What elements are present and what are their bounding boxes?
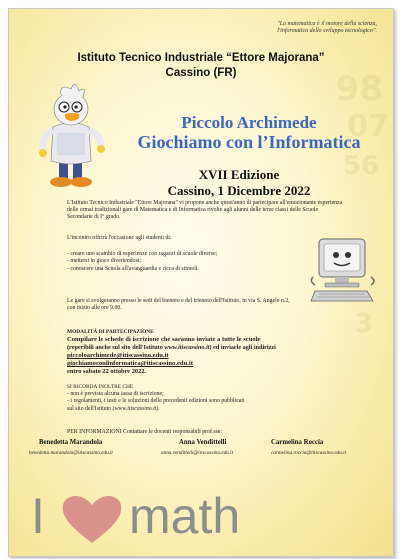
participation-line-2-suffix: ) ed inviarle agli indirizzi — [209, 344, 276, 352]
duck-mascot-illustration — [31, 75, 111, 193]
participation-line-1: Compilare le schede di iscrizione che saranno inviate a tutte le scuole — [67, 336, 261, 344]
background-number-decoration: 3 — [354, 309, 373, 339]
venue-paragraph: Le gare si svolgeranno presso le sedi del biennio e del triennio dell'Istituto, in via S. Angelo n.2, con inizio alle ore 9.00. — [67, 298, 290, 312]
email-link-giochiamo[interactable]: giochiamoconlinformatica@itiscassino.edu.it — [67, 360, 193, 368]
school-city: Cassino (FR) — [165, 67, 237, 79]
list-item: - creare uno scambio di esperienze con ragazzi di scuole diverse; — [67, 251, 218, 258]
participation-section — [67, 329, 357, 376]
heart-icon — [61, 493, 123, 545]
background-number-decoration: 56 — [342, 151, 379, 181]
motto-quote — [227, 21, 377, 35]
contact-name: Anna Vendittelli — [179, 439, 227, 446]
participation-deadline: entro sabato 22 ottobre 2022. — [67, 368, 147, 376]
list-item: - conoscere una Scuola all'avanguardia e ricca di stimoli. — [67, 265, 199, 272]
flyer-page — [8, 8, 394, 557]
school-website-link[interactable]: (www.itiscassino.it) — [112, 405, 159, 412]
email-link-piccolo-archimede[interactable]: piccoloarchimede@itiscassino.edu.it — [67, 352, 169, 360]
contact-email-link[interactable]: benedetta.marandola@itiscassino.edu.it — [29, 450, 113, 456]
reminder-section — [67, 384, 367, 413]
reminder-item — [67, 406, 367, 413]
info-line — [67, 429, 367, 436]
school-name: Istituto Tecnico Industriale “Ettore Majorana” — [77, 52, 325, 64]
info-text: Contattare le docenti responsabili prof.sse: — [121, 429, 223, 435]
info-heading: PER INFORMAZIONI — [67, 429, 122, 435]
reminder-item-3-prefix: sul sito dell'Istituto — [67, 405, 113, 412]
reminder-heading: SI RICORDA INOLTRE CHE — [67, 384, 134, 390]
computer-mascot-illustration — [309, 237, 379, 307]
motto-line-1: "La matematica è il motore della scienza, — [277, 21, 377, 27]
background-number-decoration: 07 — [347, 109, 389, 144]
participation-line-2 — [67, 344, 357, 352]
contact-name: Carmelina Roccia — [271, 439, 324, 446]
opportunity-lead: L'incontro offrirà l'occasione agli studenti di: — [67, 235, 172, 241]
edition-number: XVII Edizione — [198, 167, 280, 182]
reminder-item: - i regolamenti, i testi e le soluzioni delle precedenti edizioni sono pubblicati — [67, 398, 245, 405]
intro-paragraph: L'Istituto Tecnico Industriale "Ettore Majorana" vi propone anche quest'anno di partecipare all'emozionante esperienza delle ormai tradizionali gare di Matematica e di Informatica rivolte agli alunni delle terze classi delle Scuole Secondarie di I° grado. — [67, 200, 343, 221]
list-item: - mettersi in gioco divertendosi; — [67, 258, 142, 265]
edition-date: Cassino, 1 Dicembre 2022 — [167, 183, 311, 198]
contact-email-link[interactable]: carmelina.roccia@itiscassino.edu.it — [271, 450, 347, 456]
motto-line-2: l'informatica dello sviluppo tecnologico". — [277, 28, 377, 34]
school-website-link[interactable]: www.itiscassino.it — [164, 344, 210, 352]
contact-email-link[interactable]: anna.vendittelli@itiscassino.edu.it — [161, 450, 234, 456]
opportunity-section — [67, 235, 307, 273]
event-title: Piccolo Archimede — [181, 113, 317, 132]
participation-line-2-prefix: (reperibili anche sul sito dell'Istituto — [67, 344, 165, 352]
event-subtitle: Giochiamo con l’Informatica — [137, 132, 361, 152]
contact-name: Benedetta Marandola — [39, 439, 103, 446]
background-number-decoration: 98 — [335, 69, 383, 109]
reminder-item: - non è prevista alcuna tassa di iscrizione; — [67, 391, 164, 398]
logo-letter: I — [31, 488, 45, 544]
edition-info — [139, 167, 339, 199]
logo-word: math — [129, 488, 241, 544]
reminder-item-3-suffix: . — [158, 405, 160, 412]
participation-heading: MODALITÀ DI PARTECIPAZIONE — [67, 329, 154, 335]
